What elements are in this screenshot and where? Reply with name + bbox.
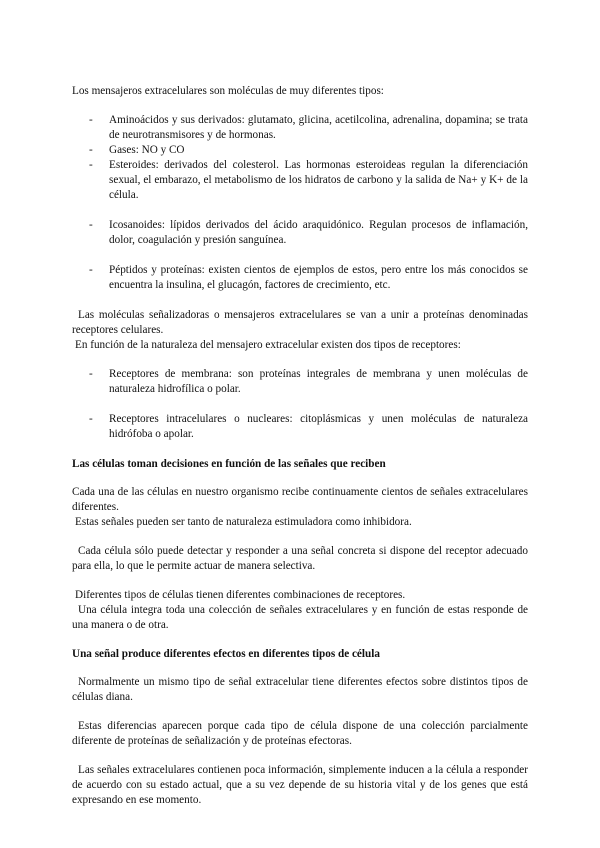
list-item: - Icosanoides: lípidos derivados del ácido araquidónico. Regulan procesos de inflamación, dolor, coagulación y presión sanguínea. [72,218,528,248]
paragraph: Cada célula sólo puede detectar y responder a una señal concreta si dispone del receptor adecuado para ella, lo que le permite actuar de manera selectiva. [72,545,528,572]
paragraph-receptor-types: En función de la naturaleza del mensajero extracelular existen dos tipos de receptores: [75,339,461,351]
list-item: - Receptores de membrana: son proteínas integrales de membrana y unen moléculas de naturaleza hidrofílica o polar. [72,367,528,397]
list-item: - Esteroides: derivados del colesterol. Las hormonas esteroideas regulan la diferenciación sexual, el embarazo, el metabolismo de los hidratos de carbono y la salida de Na+ y K+ de la célula. [72,158,528,203]
paragraph: Estas señales pueden ser tanto de naturaleza estimuladora como inhibidora. [75,516,412,528]
messenger-types-list [72,113,528,293]
paragraph: Normalmente un mismo tipo de señal extracelular tiene diferentes efectos sobre distintos tipos de células diana. [72,676,528,703]
paragraph-union: Las moléculas señalizadoras o mensajeros extracelulares se van a unir a proteínas denominadas receptores celulares. [72,309,528,336]
list-item: - Aminoácidos y sus derivados: glutamato, glicina, acetilcolina, adrenalina, dopamina; se trata de neurotransmisores y de hormonas. [72,113,528,143]
paragraph: Estas diferencias aparecen porque cada tipo de célula dispone de una colección parcialmente diferente de proteínas de señalización y de proteínas efectoras. [72,720,528,747]
section-heading: Una señal produce diferentes efectos en diferentes tipos de célula [72,648,380,660]
receptors-list [72,367,528,442]
paragraph: Una célula integra toda una colección de señales extracelulares y en función de estas responde de una manera o de otra. [72,604,528,631]
list-item: - Gases: NO y CO [72,143,528,158]
intro-paragraph: Los mensajeros extracelulares son moléculas de muy diferentes tipos: [72,85,384,97]
paragraph: Diferentes tipos de células tienen diferentes combinaciones de receptores. [75,589,406,601]
paragraph: Las señales extracelulares contienen poca información, simplemente inducen a la célula a responder de acuerdo con su estado actual, que a su vez depende de su historia vital y de los genes que está expresando en ese momento. [72,764,528,806]
list-item: - Receptores intracelulares o nucleares: citoplásmicas y unen moléculas de naturaleza hidrófoba o apolar. [72,412,528,442]
paragraph: Cada una de las células en nuestro organismo recibe continuamente cientos de señales extracelulares diferentes. [72,486,528,513]
section-heading: Las células toman decisiones en función de las señales que reciben [72,458,386,470]
list-item: - Péptidos y proteínas: existen cientos de ejemplos de estos, pero entre los más conocidos se encuentra la insulina, el glucagón, factores de crecimiento, etc. [72,263,528,293]
